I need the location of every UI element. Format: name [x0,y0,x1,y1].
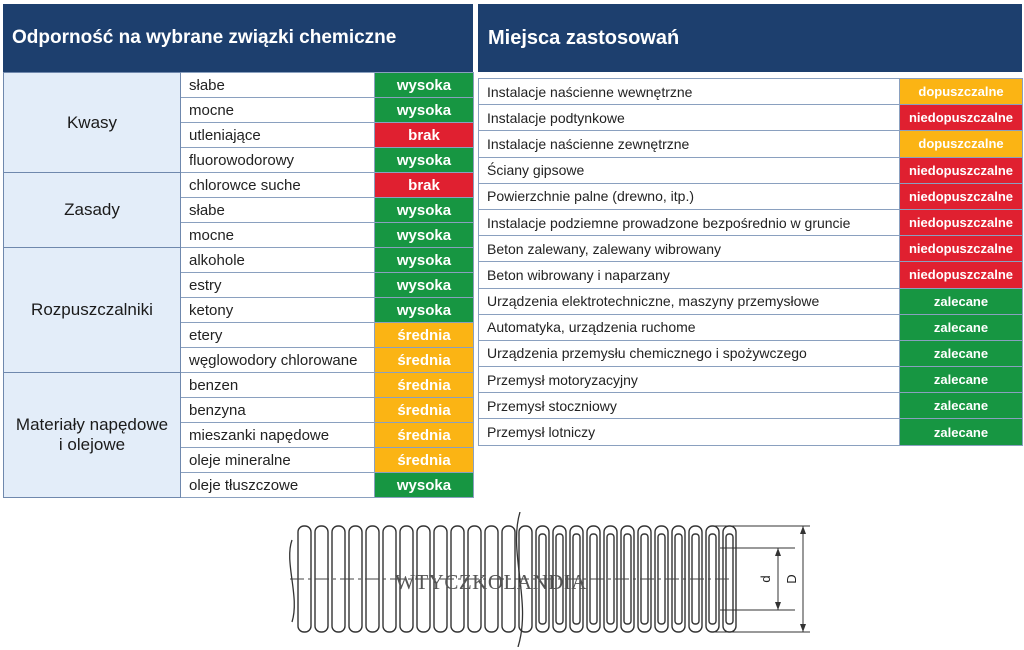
substance-label: mocne [181,223,375,248]
chemical-resistance-table [3,72,474,498]
substance-label: mocne [181,98,375,123]
watermark-text: WTYCZKOLANDIA [395,570,587,594]
resistance-badge: brak [375,173,474,198]
usage-badge: zalecane [900,367,1023,393]
table-row [4,173,474,198]
usage-label: Przemysł motoryzacyjny [479,367,900,393]
dimension-D-label: D [784,574,799,584]
usage-badge: niedopuszczalne [900,236,1023,262]
usage-badge: niedopuszczalne [900,209,1023,235]
table-row [479,209,1023,235]
chemical-resistance-title: Odporność na wybrane związki chemiczne [3,4,473,72]
resistance-badge: średnia [375,323,474,348]
usage-label: Automatyka, urządzenia ruchome [479,314,900,340]
table-row [4,73,474,98]
usage-panel [478,4,1022,446]
group-label: Materiały napędowe i olejowe [4,373,181,498]
resistance-badge: wysoka [375,273,474,298]
usage-badge: dopuszczalne [900,79,1023,105]
substance-label: węglowodory chlorowane [181,348,375,373]
table-row [479,419,1023,445]
group-label: Rozpuszczalniki [4,248,181,373]
table-row [479,183,1023,209]
resistance-badge: wysoka [375,98,474,123]
table-row [479,288,1023,314]
resistance-badge: wysoka [375,148,474,173]
dimension-d-label: d [758,575,773,583]
usage-badge: niedopuszczalne [900,157,1023,183]
table-row [479,236,1023,262]
usage-label: Beton wibrowany i naparzany [479,262,900,288]
substance-label: oleje mineralne [181,448,375,473]
usage-badge: niedopuszczalne [900,183,1023,209]
table-row [479,79,1023,105]
resistance-badge: średnia [375,348,474,373]
group-label: Zasady [4,173,181,248]
substance-label: słabe [181,73,375,98]
table-row [479,131,1023,157]
resistance-badge: średnia [375,398,474,423]
usage-label: Instalacje podziemne prowadzone bezpośrednio w gruncie [479,209,900,235]
resistance-badge: wysoka [375,298,474,323]
table-row [479,340,1023,366]
usage-badge: dopuszczalne [900,131,1023,157]
table-row [4,248,474,273]
table-row [479,262,1023,288]
usage-badge: niedopuszczalne [900,105,1023,131]
substance-label: benzen [181,373,375,398]
usage-label: Przemysł stoczniowy [479,393,900,419]
resistance-badge: wysoka [375,73,474,98]
table-row [479,157,1023,183]
usage-badge: zalecane [900,393,1023,419]
usage-label: Urządzenia przemysłu chemicznego i spożywczego [479,340,900,366]
usage-label: Ściany gipsowe [479,157,900,183]
group-label: Kwasy [4,73,181,173]
resistance-badge: wysoka [375,198,474,223]
resistance-badge: średnia [375,423,474,448]
usage-badge: zalecane [900,288,1023,314]
resistance-badge: brak [375,123,474,148]
usage-label: Beton zalewany, zalewany wibrowany [479,236,900,262]
substance-label: fluorowodorowy [181,148,375,173]
usage-badge: zalecane [900,314,1023,340]
table-row [479,105,1023,131]
resistance-badge: wysoka [375,223,474,248]
chemical-resistance-panel [3,4,473,498]
usage-label: Powierzchnie palne (drewno, itp.) [479,183,900,209]
substance-label: etery [181,323,375,348]
substance-label: chlorowce suche [181,173,375,198]
table-row [479,367,1023,393]
table-row [479,314,1023,340]
resistance-badge: średnia [375,448,474,473]
usage-table [478,78,1023,446]
usage-badge: zalecane [900,419,1023,445]
table-row [479,393,1023,419]
substance-label: estry [181,273,375,298]
usage-label: Instalacje naścienne wewnętrzne [479,79,900,105]
usage-label: Instalacje podtynkowe [479,105,900,131]
resistance-badge: wysoka [375,248,474,273]
substance-label: mieszanki napędowe [181,423,375,448]
substance-label: benzyna [181,398,375,423]
substance-label: ketony [181,298,375,323]
substance-label: słabe [181,198,375,223]
substance-label: utleniające [181,123,375,148]
usage-label: Przemysł lotniczy [479,419,900,445]
usage-label: Urządzenia elektrotechniczne, maszyny przemysłowe [479,288,900,314]
usage-label: Instalacje naścienne zewnętrzne [479,131,900,157]
resistance-badge: wysoka [375,473,474,498]
substance-label: oleje tłuszczowe [181,473,375,498]
usage-badge: niedopuszczalne [900,262,1023,288]
resistance-badge: średnia [375,373,474,398]
table-row [4,373,474,398]
usage-title: Miejsca zastosowań [478,4,1022,72]
usage-badge: zalecane [900,340,1023,366]
substance-label: alkohole [181,248,375,273]
